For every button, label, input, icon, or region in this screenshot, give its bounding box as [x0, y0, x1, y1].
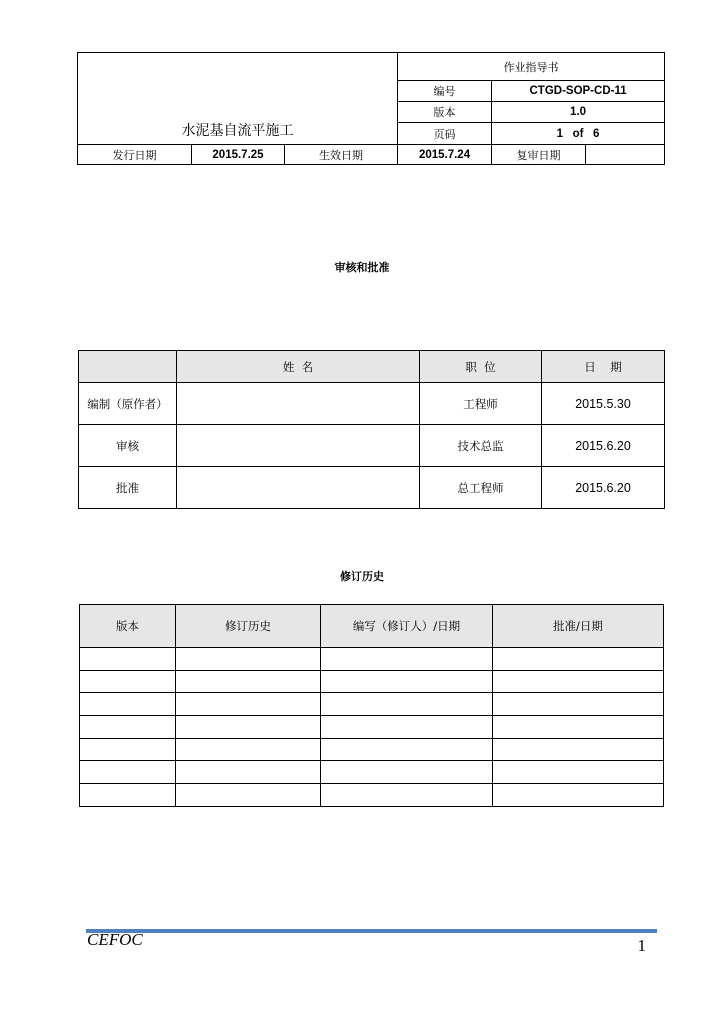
revision-cell — [176, 648, 321, 671]
approval-role: 审核 — [79, 425, 177, 467]
revision-row — [80, 784, 664, 807]
approval-name — [177, 425, 420, 467]
page-label: 页码 — [398, 123, 492, 145]
revision-cell — [321, 693, 493, 716]
effective-date-label: 生效日期 — [285, 145, 398, 165]
revision-header-author-date: 编写（修订人）/日期 — [321, 605, 493, 648]
revision-row — [80, 693, 664, 716]
number-value: CTGD-SOP-CD-11 — [492, 81, 665, 102]
approval-header-date: 日 期 — [542, 351, 665, 383]
approval-section-title: 审核和批准 — [334, 261, 390, 274]
revision-row — [80, 761, 664, 784]
revision-section-title: 修订历史 — [340, 570, 384, 583]
approval-role: 批准 — [79, 467, 177, 509]
footer-divider — [86, 929, 657, 933]
revision-cell — [321, 670, 493, 693]
version-value: 1.0 — [492, 102, 665, 123]
review-date-label: 复审日期 — [492, 145, 586, 165]
page-value: 1 of 6 — [492, 123, 665, 145]
revision-cell — [493, 648, 664, 671]
approval-table — [78, 350, 665, 509]
document-title: 水泥基自流平施工 — [78, 53, 398, 145]
revision-cell — [176, 693, 321, 716]
revision-cell — [80, 693, 176, 716]
revision-header-approval-date: 批准/日期 — [493, 605, 664, 648]
revision-cell — [80, 738, 176, 761]
revision-cell — [176, 784, 321, 807]
revision-row — [80, 738, 664, 761]
document-header-table — [77, 52, 665, 165]
issue-date-label: 发行日期 — [78, 145, 192, 165]
issue-date-value: 2015.7.25 — [192, 145, 285, 165]
approval-date: 2015.5.30 — [542, 383, 665, 425]
approval-name — [177, 467, 420, 509]
approval-role: 编制（原作者） — [79, 383, 177, 425]
revision-cell — [80, 648, 176, 671]
revision-cell — [321, 738, 493, 761]
revision-cell — [493, 784, 664, 807]
approval-header-empty — [79, 351, 177, 383]
revision-cell — [80, 761, 176, 784]
revision-cell — [493, 693, 664, 716]
revision-cell — [80, 670, 176, 693]
revision-cell — [321, 648, 493, 671]
revision-table — [79, 604, 664, 807]
revision-cell — [321, 784, 493, 807]
number-label: 编号 — [398, 81, 492, 102]
version-label: 版本 — [398, 102, 492, 123]
revision-cell — [176, 761, 321, 784]
approval-date: 2015.6.20 — [542, 467, 665, 509]
revision-cell — [493, 738, 664, 761]
revision-cell — [80, 784, 176, 807]
revision-cell — [176, 738, 321, 761]
approval-position: 技术总监 — [420, 425, 542, 467]
revision-header-history: 修订历史 — [176, 605, 321, 648]
approval-row — [79, 425, 665, 467]
revision-row — [80, 648, 664, 671]
approval-row — [79, 383, 665, 425]
approval-row — [79, 467, 665, 509]
approval-name — [177, 383, 420, 425]
approval-header-name: 姓 名 — [177, 351, 420, 383]
revision-cell — [80, 716, 176, 739]
effective-date-value: 2015.7.24 — [398, 145, 492, 165]
revision-cell — [321, 716, 493, 739]
footer-page-number: 1 — [637, 936, 646, 955]
approval-header-position: 职 位 — [420, 351, 542, 383]
revision-header-version: 版本 — [80, 605, 176, 648]
revision-cell — [493, 761, 664, 784]
approval-position: 总工程师 — [420, 467, 542, 509]
approval-header-row — [79, 351, 665, 383]
approval-date: 2015.6.20 — [542, 425, 665, 467]
approval-position: 工程师 — [420, 383, 542, 425]
review-date-value — [586, 145, 665, 165]
revision-cell — [321, 761, 493, 784]
revision-cell — [493, 670, 664, 693]
revision-cell — [176, 670, 321, 693]
footer-brand: CEFOC — [87, 930, 143, 949]
document-type: 作业指导书 — [398, 53, 665, 81]
revision-cell — [493, 716, 664, 739]
revision-row — [80, 670, 664, 693]
revision-header-row — [80, 605, 664, 648]
revision-cell — [176, 716, 321, 739]
revision-row — [80, 716, 664, 739]
